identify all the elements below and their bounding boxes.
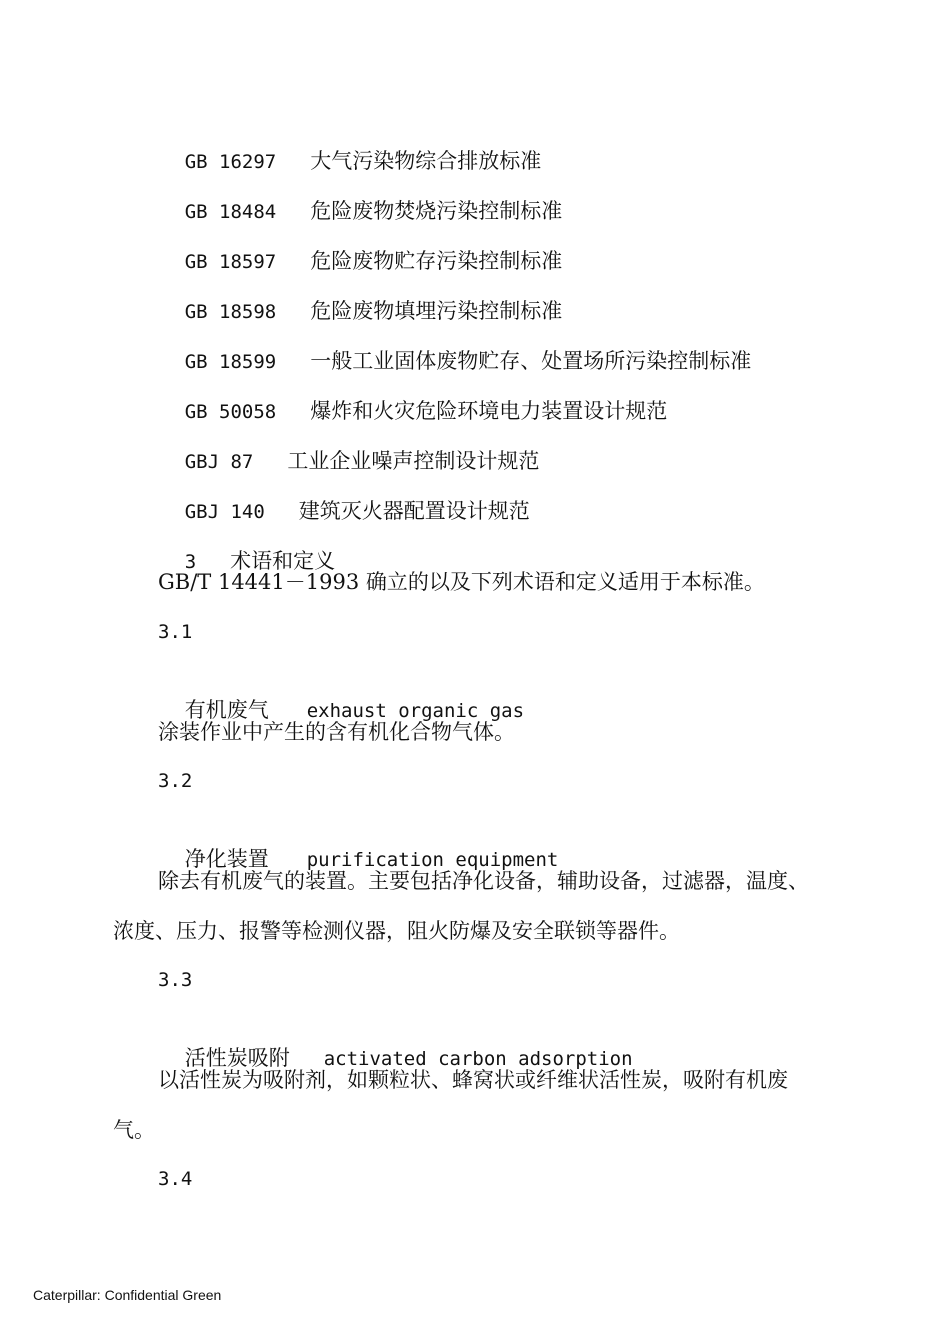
- standard-title: 建筑灭火器配置设计规范: [298, 499, 530, 523]
- standard-code: GBJ 140: [184, 501, 265, 523]
- standard-code: GB 18484: [184, 201, 277, 223]
- term-english: exhaust organic gas: [306, 700, 525, 722]
- standard-code: GB 50058: [184, 401, 277, 423]
- term-definition: 涂装作业中产生的含有机化合物气体。: [158, 720, 515, 744]
- standard-code: GB 18597: [184, 251, 277, 273]
- term-name: 净化装置: [184, 847, 269, 871]
- standard-title: 工业企业噪声控制设计规范: [287, 449, 540, 473]
- term-definition: 以活性炭为吸附剂，如颗粒状、蜂窝状或纤维状活性炭，吸附有机废: [158, 1068, 788, 1092]
- term-definition: 除去有机废气的装置。主要包括净化设备，辅助设备，过滤器，温度、: [158, 869, 809, 893]
- term-number: 3.3: [158, 969, 193, 991]
- standard-code: GB 18598: [184, 301, 277, 323]
- section-title: 术语和定义: [230, 549, 336, 573]
- term-english: purification equipment: [306, 849, 559, 871]
- standard-title: 危险废物焚烧污染控制标准: [310, 199, 563, 223]
- section-number: 3: [184, 551, 197, 573]
- standard-title: 大气污染物综合排放标准: [310, 149, 542, 173]
- standard-code: GBJ 87: [184, 451, 254, 473]
- standard-title: 危险废物贮存污染控制标准: [310, 249, 563, 273]
- section-intro: GB/T 14441－1993 确立的以及下列术语和定义适用于本标准。: [158, 570, 765, 594]
- standard-code: GB 18599: [184, 351, 277, 373]
- term-name: 活性炭吸附: [184, 1046, 290, 1070]
- term-name: 有机废气: [184, 698, 269, 722]
- standard-title: 一般工业固体废物贮存、处置场所污染控制标准: [310, 349, 752, 373]
- term-number: 3.2: [158, 770, 193, 792]
- standard-title: 爆炸和火灾危险环境电力装置设计规范: [310, 399, 668, 423]
- term-number: 3.1: [158, 621, 193, 643]
- term-definition-continued: 气。: [113, 1118, 155, 1142]
- term-english: activated carbon adsorption: [323, 1048, 633, 1070]
- standard-code: GB 16297: [184, 151, 277, 173]
- term-definition-continued: 浓度、压力、报警等检测仪器，阻火防爆及安全联锁等器件。: [113, 919, 680, 943]
- standard-title: 危险废物填埋污染控制标准: [310, 299, 563, 323]
- term-number: 3.4: [158, 1168, 193, 1190]
- confidentiality-footer: Caterpillar: Confidential Green: [33, 1287, 222, 1303]
